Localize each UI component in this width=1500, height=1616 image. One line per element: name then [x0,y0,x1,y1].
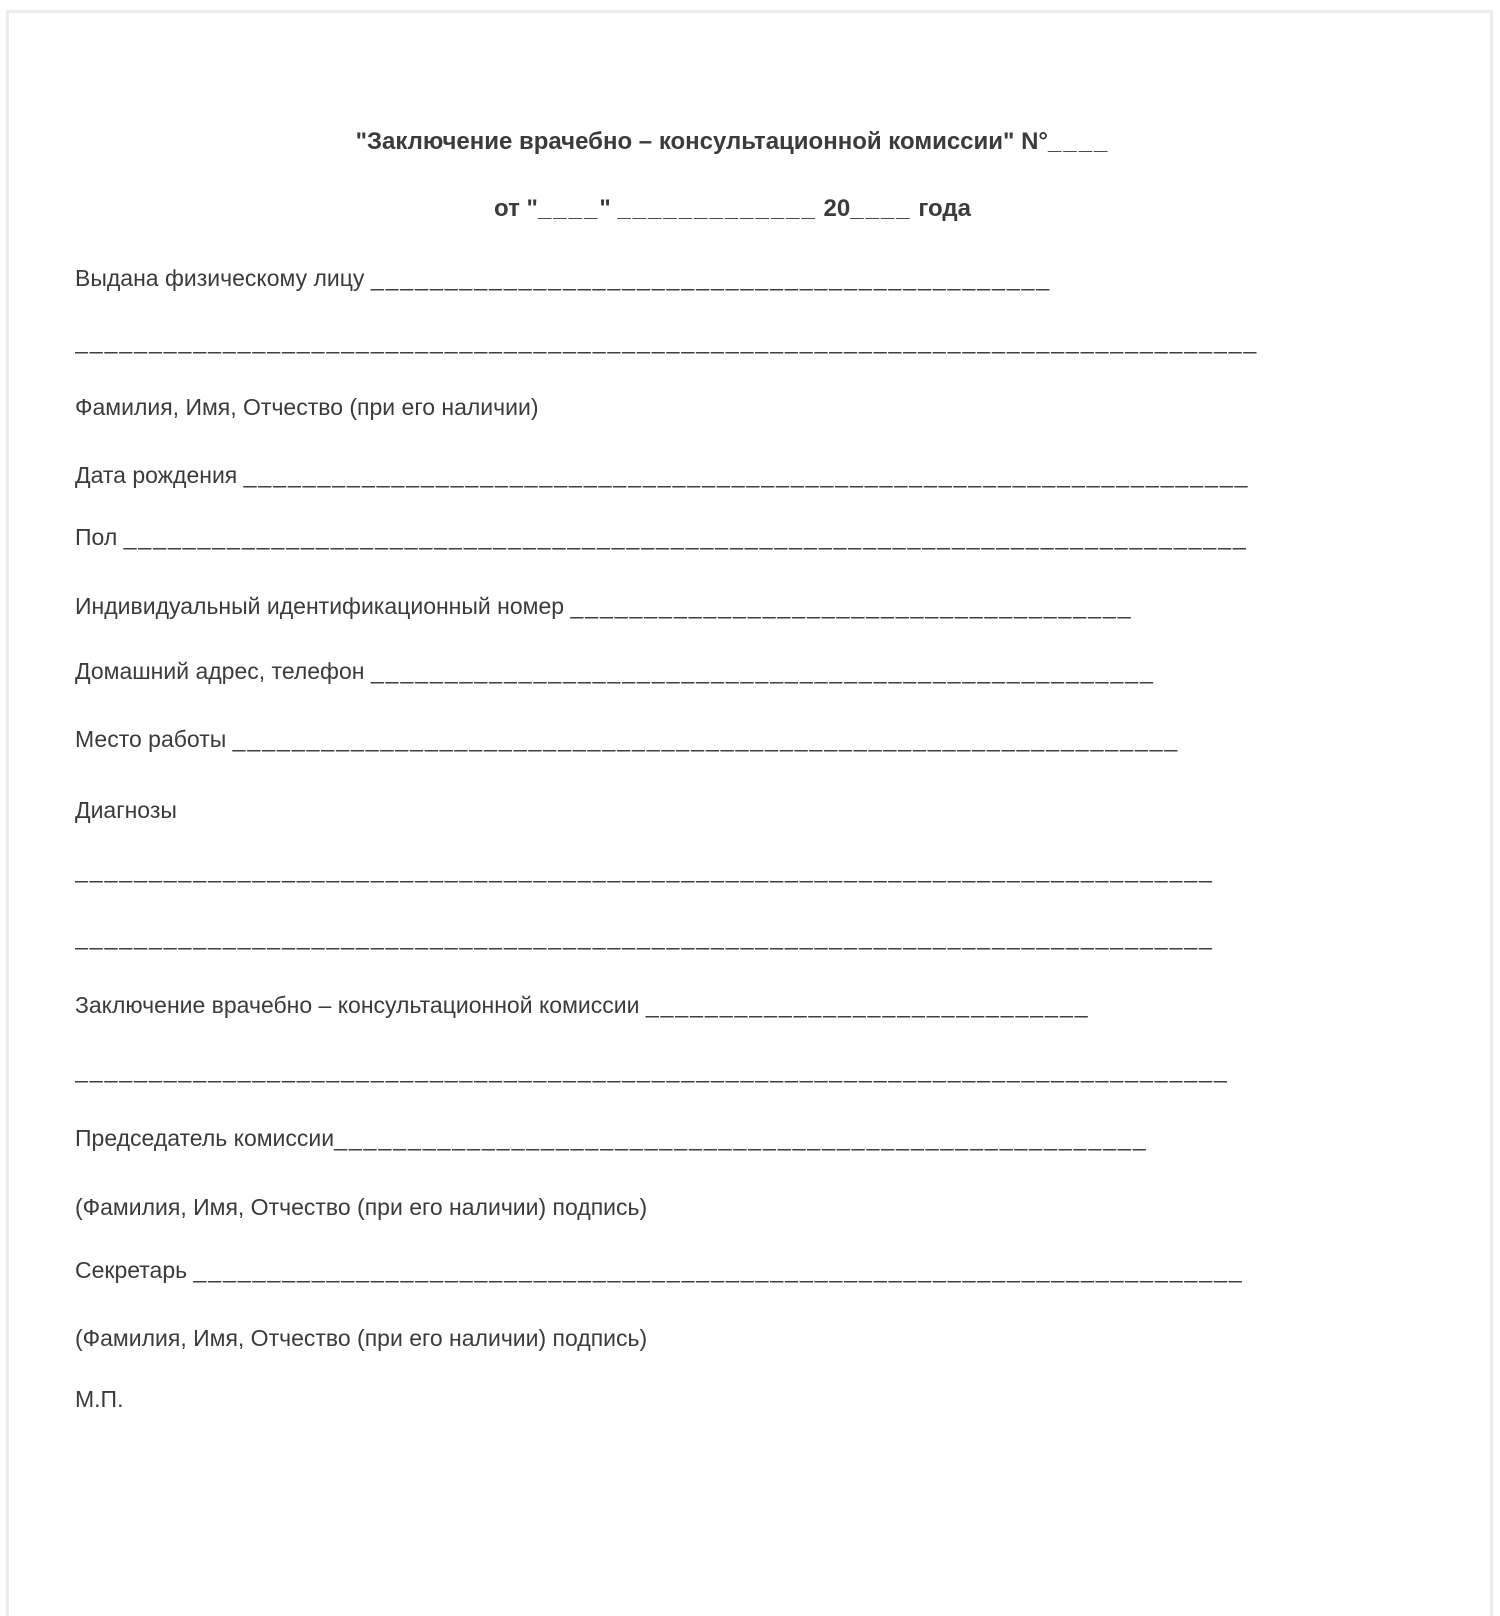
fill-underscores: ____________________________________________________________________________ [123,524,1248,550]
field-label: М.П. [75,1386,124,1412]
fill-underscores: _____________________________________________________________________________ [75,857,1214,883]
field-commission-chairman [75,1124,1390,1152]
field-label: (Фамилия, Имя, Отчество (при его наличии) подпись) [75,1194,648,1220]
field-gender [75,523,1390,551]
document-number-fill-line: ____ [1048,128,1110,155]
fill-underscores: _______________________________________________________ [334,1125,1148,1151]
document-title [75,127,1390,157]
field-workplace [75,725,1390,753]
date-quote: " [599,195,618,222]
label-diagnoses [75,796,1390,824]
field-birth-date [75,461,1390,489]
field-label: Диагнозы [75,797,177,823]
blank-fill-line [75,856,1390,884]
field-issued-to-person [75,264,1390,292]
blank-fill-line [75,327,1390,355]
date-prefix: от " [494,195,538,222]
date-month-fill-line: _____________ [617,195,817,222]
blank-fill-line [75,1056,1390,1084]
fill-underscores: ________________________________________________________________ [232,726,1180,752]
fill-underscores: ______________________________ [645,992,1090,1018]
label-chairman-signature-note [75,1193,1390,1221]
field-label: (Фамилия, Имя, Отчество (при его наличии) подпись) [75,1325,648,1351]
document-date-line [75,195,1390,223]
date-suffix: года [911,195,971,222]
field-commission-conclusion [75,991,1390,1019]
field-label: Заключение врачебно – консультационной комиссии [75,992,646,1018]
fill-underscores: _____________________________________________________ [370,658,1155,684]
field-label: Место работы [75,726,233,752]
field-label: Фамилия, Имя, Отчество (при его наличии) [75,394,539,420]
label-full-name-note [75,393,1390,421]
date-day-fill-line: ____ [537,195,600,222]
date-year-fill-line: ____ [850,195,912,222]
date-year-prefix: 20 [816,195,851,222]
label-secretary-signature-note [75,1324,1390,1352]
field-label: Дата рождения [75,462,244,488]
fill-underscores: _____________________________________________________________________________ [75,924,1214,950]
field-secretary [75,1256,1390,1284]
field-label: Секретарь [75,1257,194,1283]
fill-underscores: ______________________________________________ [370,265,1052,291]
field-home-address-phone [75,657,1390,685]
fill-underscores: ________________________________________________________________________________ [75,328,1259,354]
label-stamp-place [75,1385,1390,1413]
fill-underscores: ______________________________________ [570,593,1133,619]
blank-fill-line [75,923,1390,951]
field-label: Домашний адрес, телефон [75,658,371,684]
field-label: Председатель комиссии [75,1125,335,1151]
fill-underscores: ______________________________________________________________________________ [75,1057,1229,1083]
fill-underscores: ____________________________________________________________________ [243,462,1250,488]
document-title-text: "Заключение врачебно – консультационной комиссии" N° [355,128,1049,155]
field-individual-id-number [75,592,1390,620]
field-label: Выдана физическому лицу [75,265,371,291]
field-label: Пол [75,524,124,550]
fill-underscores: _______________________________________________________________________ [193,1257,1244,1283]
field-label: Индивидуальный идентификационный номер [75,593,571,619]
